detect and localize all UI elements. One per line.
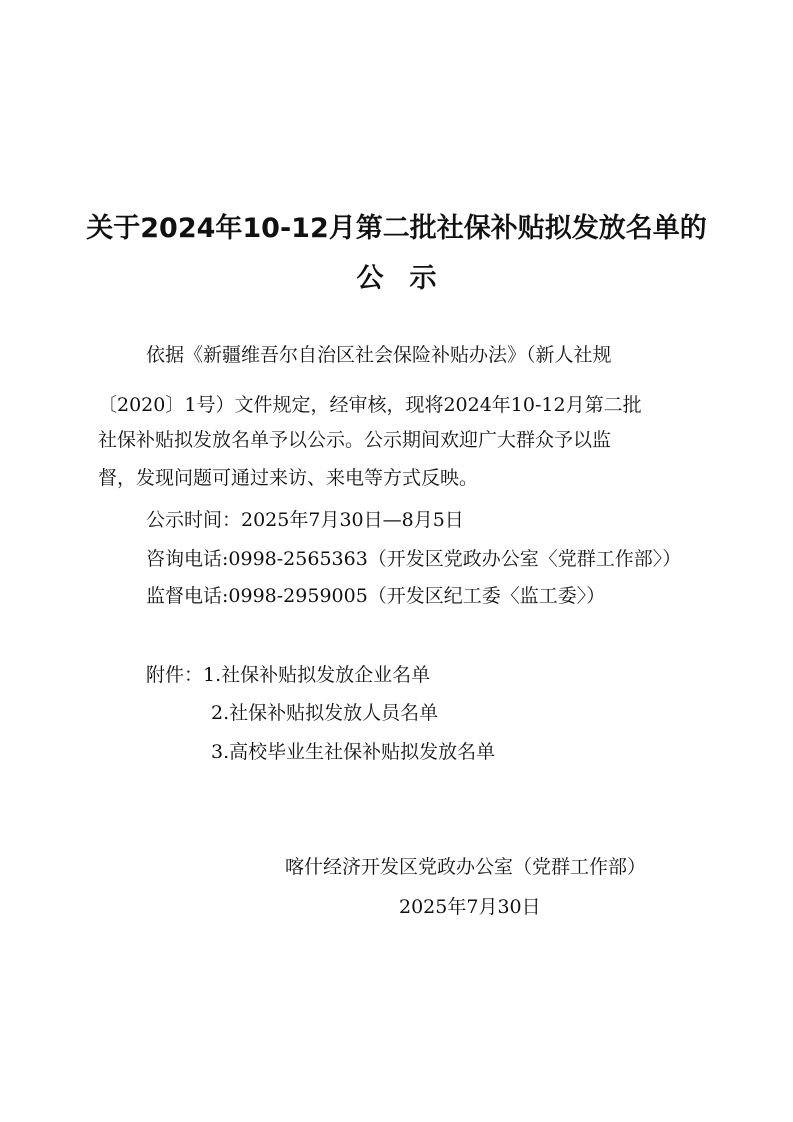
supervision-phone: 监督电话:0998-2959005（开发区纪工委〈监工委〉） bbox=[146, 585, 606, 607]
signature-date: 2025年7月30日 bbox=[399, 896, 541, 918]
attachment-item-2: 2.社保补贴拟发放人员名单 bbox=[211, 702, 439, 724]
document-title-subtitle: 公示 bbox=[356, 263, 463, 294]
publicity-period: 公示时间：2025年7月30日—8月5日 bbox=[146, 509, 464, 531]
body-line: 〔2020〕1号）文件规定，经审核，现将2024年10-12月第二批 bbox=[98, 394, 642, 416]
inquiry-phone: 咨询电话:0998-2565363（开发区党政办公室〈党群工作部〉） bbox=[146, 548, 682, 570]
signature-organization: 喀什经济开发区党政办公室（党群工作部） bbox=[285, 856, 647, 878]
document-title: 关于2024年10-12月第二批社保补贴拟发放名单的 bbox=[86, 213, 707, 244]
body-line: 社保补贴拟发放名单予以公示。公示期间欢迎广大群众予以监 bbox=[98, 429, 612, 451]
attachment-item-1: 附件：1.社保补贴拟发放企业名单 bbox=[146, 664, 431, 686]
body-line: 依据《新疆维吾尔自治区社会保险补贴办法》（新人社规 bbox=[146, 344, 612, 366]
body-line: 督，发现问题可通过来访、来电等方式反映。 bbox=[98, 467, 479, 489]
attachment-item-3: 3.高校毕业生社保补贴拟发放名单 bbox=[211, 741, 496, 763]
